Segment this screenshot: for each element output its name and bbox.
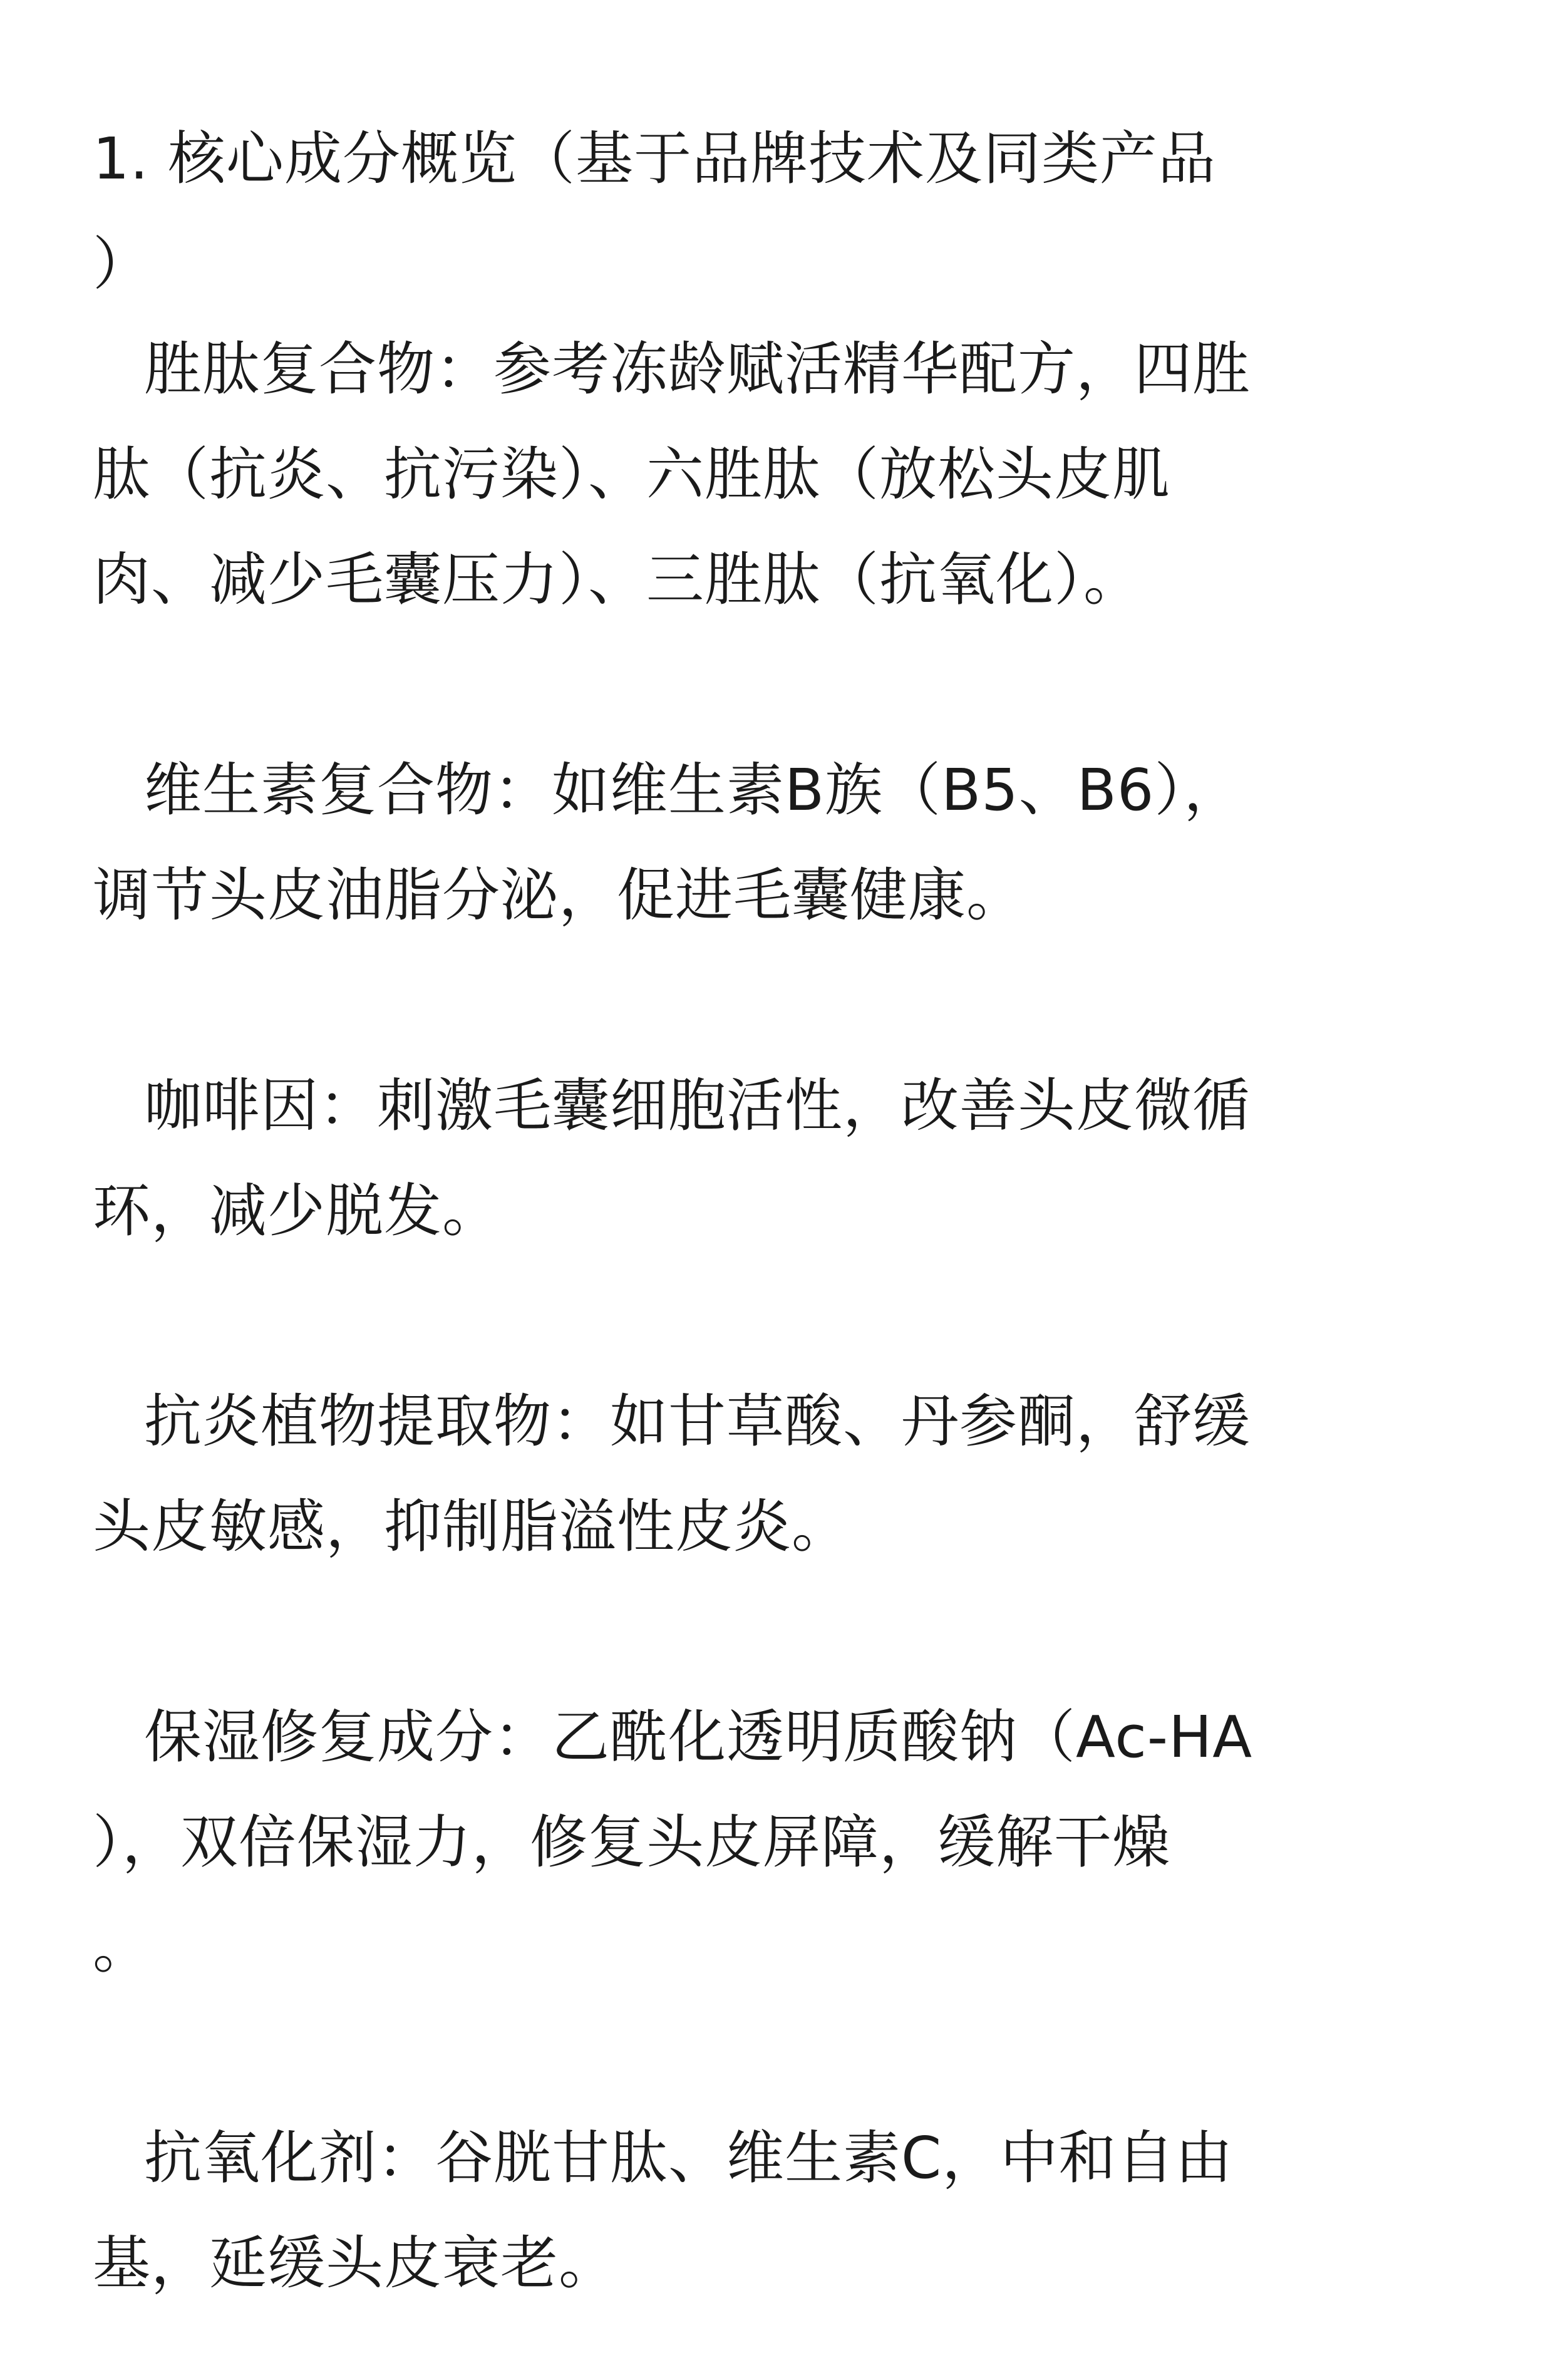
heading-line-2: ） (93, 230, 152, 298)
paragraph-line: 胜肽复合物：参考冻龄赋活精华配方，四胜 (144, 336, 1251, 403)
paragraph-peptides (93, 317, 1489, 633)
paragraph-spacer (93, 1264, 1489, 1369)
paragraph-vitamins (93, 738, 1489, 948)
paragraph-spacer (93, 2000, 1489, 2106)
paragraph-line: 调节头皮油脂分泌，促进毛囊健康。 (93, 862, 1025, 929)
heading-line-1: 1. 核心成分概览（基于品牌技术及同类产品 (93, 125, 1217, 192)
paragraph-antioxidants (93, 2106, 1489, 2316)
article-body (93, 106, 1489, 2316)
paragraph-caffeine (93, 1053, 1489, 1264)
paragraph-line: 肉、减少毛囊压力）、三胜肽（抗氧化）。 (93, 546, 1142, 613)
paragraph-plant-extracts (93, 1369, 1489, 1580)
paragraph-line: 环，减少脱发。 (93, 1177, 501, 1244)
section-heading (93, 106, 1489, 317)
paragraph-line: 基，延缓头皮衰老。 (93, 2230, 617, 2297)
paragraph-line: 维生素复合物：如维生素B族（B5、B6）， (144, 757, 1242, 824)
paragraph-spacer (93, 1580, 1489, 1685)
paragraph-line: 肽（抗炎、抗污染）、六胜肽（放松头皮肌 (93, 441, 1171, 508)
paragraph-moisturizing (93, 1685, 1489, 2000)
paragraph-line: 。 (93, 1914, 152, 1981)
paragraph-line: 咖啡因：刺激毛囊细胞活性，改善头皮微循 (144, 1072, 1251, 1139)
paragraph-line: ），双倍保湿力，修复头皮屏障，缓解干燥 (93, 1809, 1171, 1876)
paragraph-line: 头皮敏感，抑制脂溢性皮炎。 (93, 1493, 850, 1560)
paragraph-line: 抗炎植物提取物：如甘草酸、丹参酮，舒缓 (144, 1388, 1251, 1455)
paragraph-spacer (93, 948, 1489, 1053)
paragraph-spacer (93, 633, 1489, 738)
paragraph-line: 抗氧化剂：谷胱甘肽、维生素C，中和自由 (144, 2124, 1234, 2191)
paragraph-line: 保湿修复成分：乙酰化透明质酸钠（Ac-HA (144, 1704, 1253, 1771)
